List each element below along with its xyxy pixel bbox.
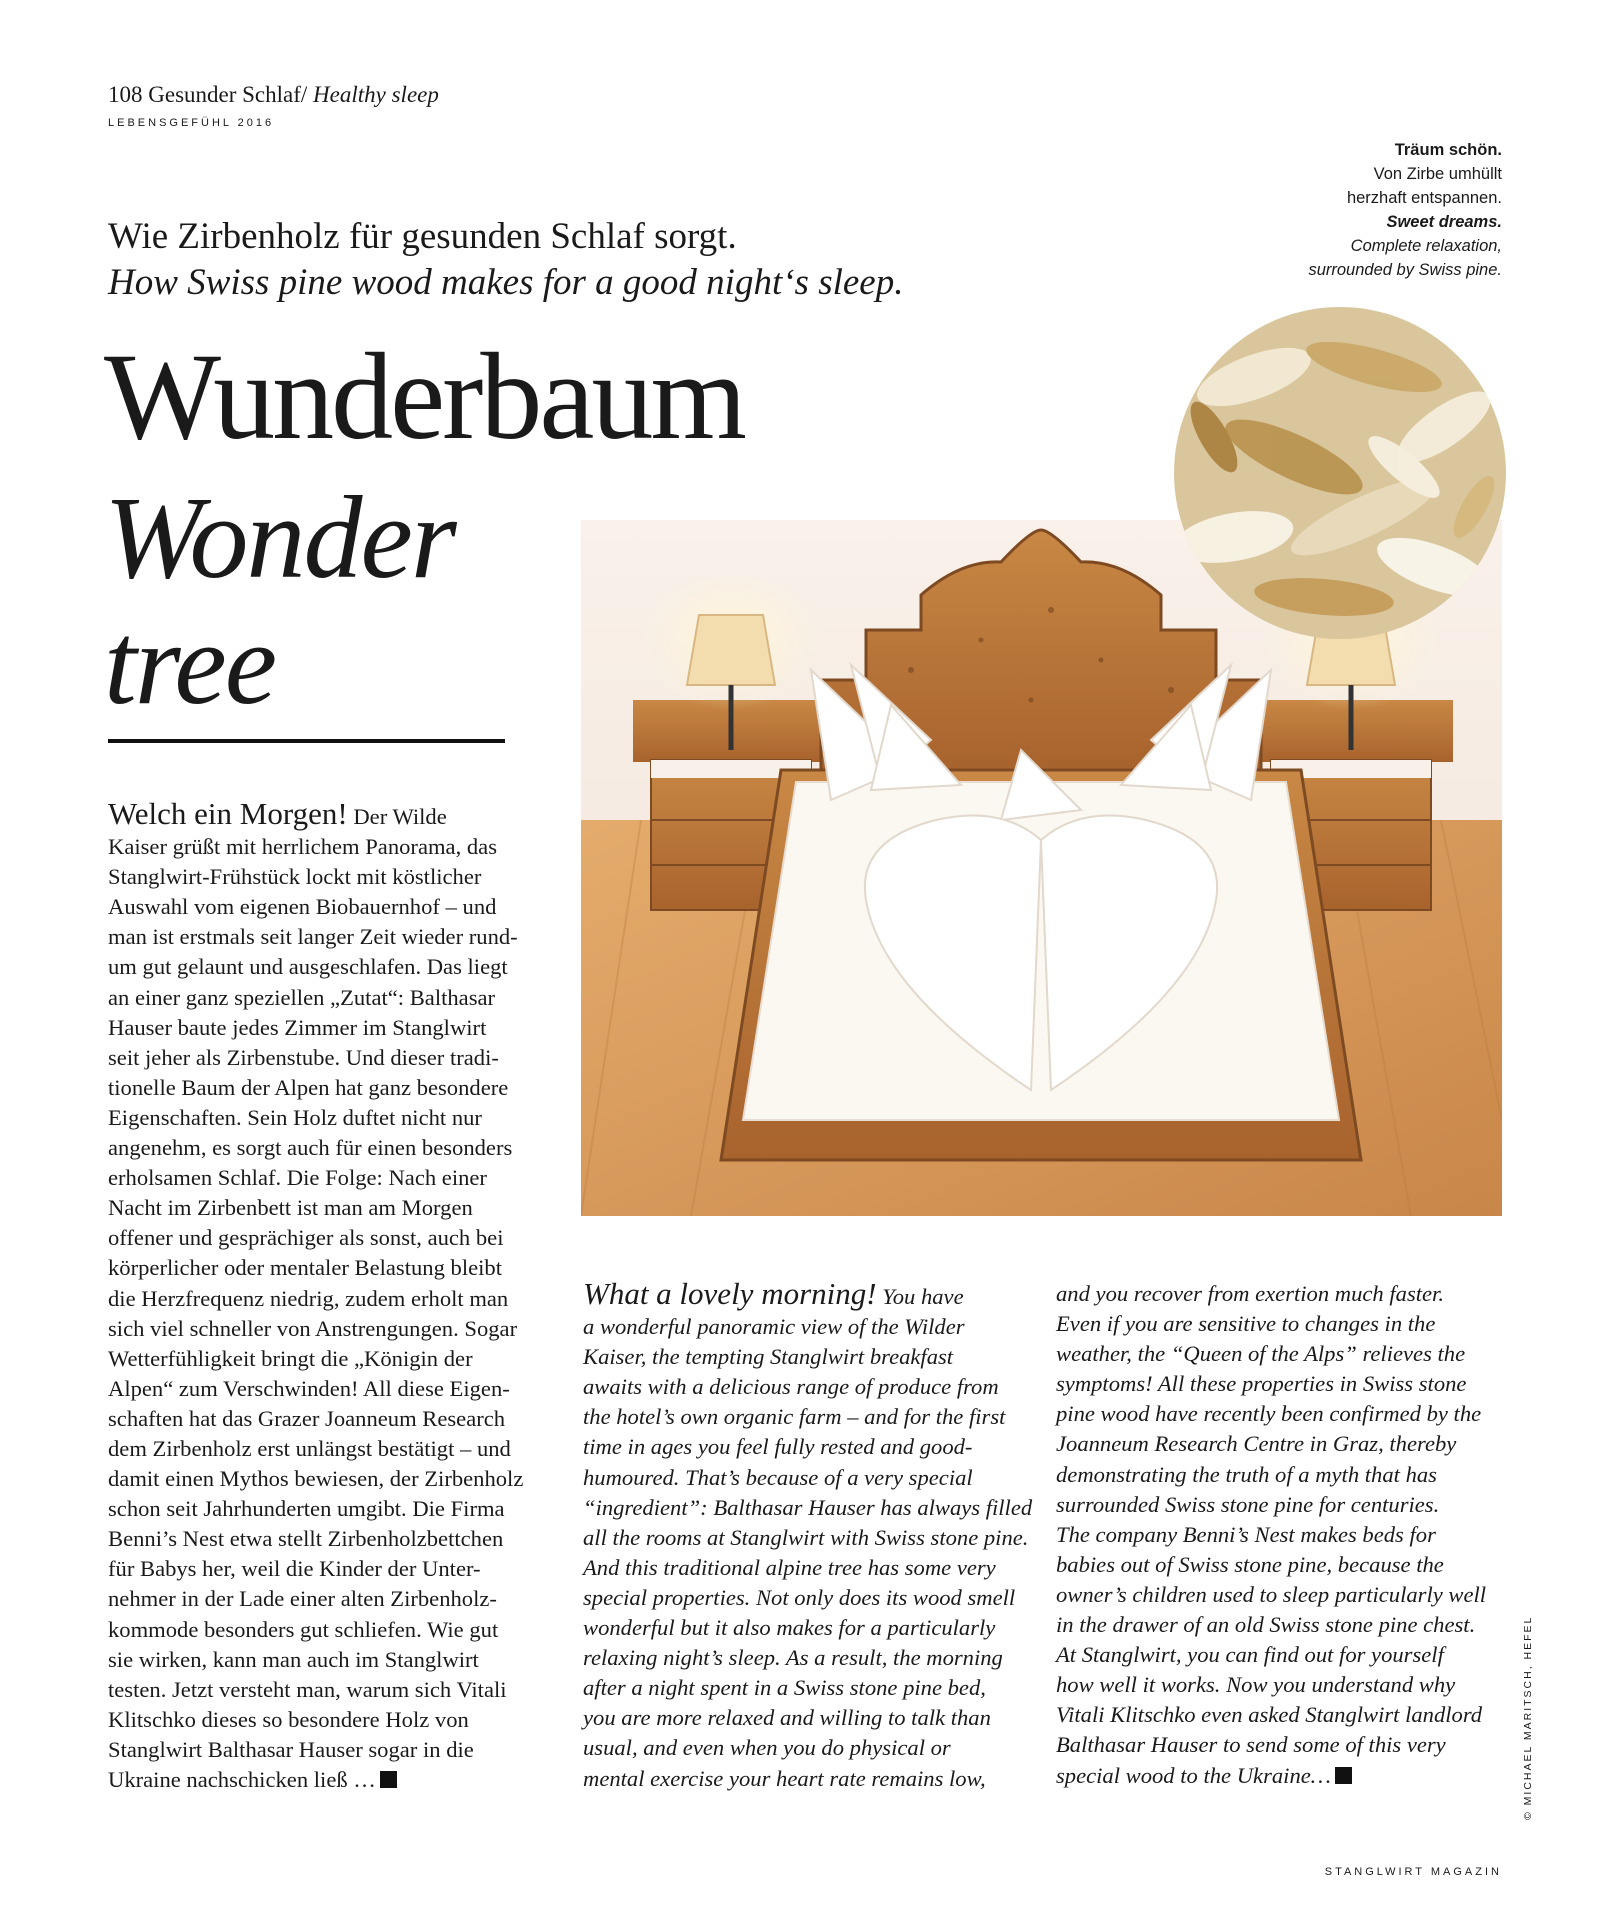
article-en-line: special properties. Not only does its wood smell bbox=[583, 1584, 1016, 1610]
article-en-line: At Stanglwirt, you can find out for yourself bbox=[1056, 1642, 1444, 1668]
article-en-line: a wonderful panoramic view of the Wilder bbox=[583, 1314, 965, 1340]
issue-line: LEBENSGEFÜHL 2016 bbox=[108, 117, 275, 129]
article-de-line: Klitschko dieses so besondere Holz von bbox=[108, 1706, 469, 1732]
article-de-line: an einer ganz speziellen „Zutat“: Balthasar bbox=[108, 984, 496, 1010]
article-en-line: relaxing night’s sleep. As a result, the morning bbox=[583, 1645, 1003, 1671]
deck-en: How Swiss pine wood makes for a good night‘s sleep. bbox=[108, 262, 904, 303]
article-en-lead: What a lovely morning! bbox=[583, 1276, 877, 1311]
article-de bbox=[108, 796, 558, 1795]
article-en-line: And this traditional alpine tree has some very bbox=[583, 1554, 996, 1580]
section-title-de: Gesunder Schlaf bbox=[148, 82, 301, 107]
article-en-line: symptoms! All these properties in Swiss stone bbox=[1056, 1371, 1467, 1397]
pine-shavings-photo bbox=[1174, 307, 1506, 639]
lamp-shade-left bbox=[687, 615, 775, 685]
article-de-line: Auswahl vom eigenen Biobauernhof – und bbox=[108, 894, 497, 920]
article-de-line: körperlicher oder mentaler Belastung bleibt bbox=[108, 1255, 502, 1281]
article-de-line: Alpen“ zum Verschwinden! All diese Eigen- bbox=[108, 1375, 510, 1401]
article-de-line: tionelle Baum der Alpen hat ganz besondere bbox=[108, 1074, 509, 1100]
article-en-line: humoured. That’s because of a very special bbox=[583, 1464, 973, 1490]
article-en-line: owner’s children used to sleep particularly well bbox=[1056, 1581, 1487, 1607]
article-en-line: wonderful but it also makes for a particularly bbox=[583, 1615, 996, 1641]
article-en-line: special wood to the Ukraine… bbox=[1056, 1762, 1331, 1788]
article-en-line: the hotel’s own organic farm – and for the first bbox=[583, 1404, 1006, 1430]
article-en-line: and you recover from exertion much faster. bbox=[1056, 1281, 1444, 1306]
article-de-line: für Babys her, weil die Kinder der Unter- bbox=[108, 1556, 481, 1582]
article-de-line: Stanglwirt-Frühstück lockt mit köstlicher bbox=[108, 864, 482, 890]
article-de-line: sie wirken, kann man auch im Stanglwirt bbox=[108, 1646, 479, 1672]
caption-body-de-line: herzhaft entspannen. bbox=[1346, 189, 1502, 207]
square-end-mark-icon bbox=[1335, 1767, 1352, 1784]
article-en-line: You have bbox=[876, 1284, 964, 1309]
article-de-line: Wetterfühligkeit bringt die „Königin der bbox=[108, 1345, 473, 1371]
article-en-col2 bbox=[1056, 1279, 1506, 1791]
article-de-line: Ukraine nachschicken ließ … bbox=[108, 1767, 376, 1792]
article-en-last-line bbox=[1056, 1761, 1506, 1791]
magazine-footer: STANGLWIRT MAGAZIN bbox=[1324, 1866, 1502, 1878]
article-de-line: schon seit Jahrhunderten umgibt. Die Firma bbox=[108, 1496, 505, 1522]
article-en-line: Kaiser, the tempting Stanglwirt breakfast bbox=[583, 1344, 954, 1370]
article-en-line: Vitali Klitschko even asked Stanglwirt landlord bbox=[1056, 1702, 1483, 1728]
article-en-line: after a night spent in a Swiss stone pine bed, bbox=[583, 1675, 986, 1701]
caption-body-en-line: Complete relaxation, bbox=[1350, 237, 1502, 255]
article-de-line: kommode besonders gut schliefen. Wie gut bbox=[108, 1616, 499, 1642]
article-de-line: Hauser baute jedes Zimmer im Stanglwirt bbox=[108, 1014, 487, 1040]
article-en-line: pine wood have recently been confirmed by the bbox=[1056, 1401, 1482, 1427]
article-en-line: time in ages you feel fully rested and good- bbox=[583, 1434, 973, 1460]
article-de-lead: Welch ein Morgen! bbox=[108, 796, 348, 831]
caption-title-de: Träum schön. bbox=[1394, 141, 1502, 159]
deck-de: Wie Zirbenholz für gesunden Schlaf sorgt. bbox=[108, 216, 737, 257]
article-de-line: dem Zirbenholz erst unlängst bestätigt – und bbox=[108, 1435, 511, 1461]
page-number: 108 bbox=[108, 82, 143, 107]
article-de-line: offener und gesprächiger als sonst, auch bei bbox=[108, 1225, 504, 1251]
article-en-line: babies out of Swiss stone pine, because the bbox=[1056, 1551, 1444, 1577]
caption-title-en: Sweet dreams. bbox=[1386, 213, 1502, 231]
article-en-line: you are more relaxed and willing to talk than bbox=[583, 1705, 991, 1731]
article-de-line: Kaiser grüßt mit herrlichem Panorama, das bbox=[108, 834, 497, 860]
article-de-line: angenehm, es sorgt auch für einen besonders bbox=[108, 1135, 513, 1161]
headline-en-line2: tree bbox=[104, 598, 276, 729]
article-en-line: weather, the “Queen of the Alps” relieves the bbox=[1056, 1341, 1466, 1367]
section-title-en: Healthy sleep bbox=[313, 82, 439, 107]
article-de-line: um gut gelaunt und ausgeschlafen. Das liegt bbox=[108, 954, 508, 980]
article-en-line: “ingredient”: Balthasar Hauser has always filled bbox=[583, 1494, 1033, 1520]
article-en-line: Even if you are sensitive to changes in the bbox=[1056, 1311, 1436, 1337]
section-separator: / bbox=[300, 82, 308, 107]
article-de-line: man ist erstmals seit langer Zeit wieder rund- bbox=[108, 924, 518, 950]
headline-en bbox=[104, 472, 455, 729]
article-en-col1 bbox=[583, 1276, 1033, 1794]
article-en-line: demonstrating the truth of a myth that has bbox=[1056, 1461, 1437, 1487]
article-en-line: in the drawer of an old Swiss stone pine chest. bbox=[1056, 1612, 1476, 1638]
caption-body-de-line: Von Zirbe umhüllt bbox=[1373, 165, 1502, 183]
headline-en-line1: Wonder bbox=[104, 472, 455, 603]
article-en-line: usual, and even when you do physical or bbox=[583, 1735, 951, 1761]
photo-credit: © MICHAEL MARITSCH, HEFEL bbox=[1522, 1615, 1534, 1820]
article-de-line: schaften hat das Grazer Joanneum Research bbox=[108, 1405, 506, 1431]
article-de-line: damit einen Mythos bewiesen, der Zirbenholz bbox=[108, 1466, 524, 1492]
article-de-line: Benni’s Nest etwa stellt Zirbenholzbettchen bbox=[108, 1526, 504, 1552]
article-de-line: Eigenschaften. Sein Holz duftet nicht nur bbox=[108, 1104, 482, 1130]
mattress bbox=[743, 782, 1339, 1120]
pine-shavings-illustration bbox=[1174, 307, 1506, 639]
article-en-line: mental exercise your heart rate remains low, bbox=[583, 1765, 986, 1791]
caption-body-en-line: surrounded by Swiss pine. bbox=[1308, 261, 1502, 279]
article-de-last-line bbox=[108, 1765, 558, 1795]
article-de-line: Der Wilde bbox=[347, 804, 447, 829]
headline-de: Wunderbaum bbox=[104, 328, 744, 465]
article-en-line: all the rooms at Stanglwirt with Swiss stone pine. bbox=[583, 1524, 1029, 1550]
running-head bbox=[108, 82, 439, 108]
article-de-line: Stanglwirt Balthasar Hauser sogar in die bbox=[108, 1736, 474, 1762]
article-en-line: Joanneum Research Centre in Graz, thereby bbox=[1056, 1431, 1457, 1457]
article-en-line: Balthasar Hauser to send some of this very bbox=[1056, 1732, 1446, 1758]
article-en-line: how well it works. Now you understand why bbox=[1056, 1672, 1456, 1698]
article-de-line: die Herzfrequenz niedrig, zudem erholt man bbox=[108, 1285, 509, 1311]
article-de-line: seit jeher als Zirbenstube. Und dieser tradi- bbox=[108, 1044, 499, 1070]
article-de-first-line bbox=[108, 796, 558, 832]
photo-caption bbox=[1122, 138, 1502, 282]
deck bbox=[108, 214, 903, 306]
article-en-first-line bbox=[583, 1276, 1033, 1312]
article-de-line: nehmer in der Lade einer alten Zirbenholz- bbox=[108, 1586, 497, 1612]
headline-rule bbox=[108, 739, 505, 743]
article-de-line: sich viel schneller von Anstrengungen. Sogar bbox=[108, 1315, 518, 1341]
article-en-line: surrounded Swiss stone pine for centuries. bbox=[1056, 1491, 1440, 1517]
article-en-line: awaits with a delicious range of produce from bbox=[583, 1374, 999, 1400]
article-de-line: erholsamen Schlaf. Die Folge: Nach einer bbox=[108, 1165, 487, 1191]
article-de-line: testen. Jetzt versteht man, warum sich Vitali bbox=[108, 1676, 507, 1702]
article-de-line: Nacht im Zirbenbett ist man am Morgen bbox=[108, 1195, 473, 1221]
square-end-mark-icon bbox=[380, 1771, 397, 1788]
article-en-line: The company Benni’s Nest makes beds for bbox=[1056, 1521, 1436, 1547]
